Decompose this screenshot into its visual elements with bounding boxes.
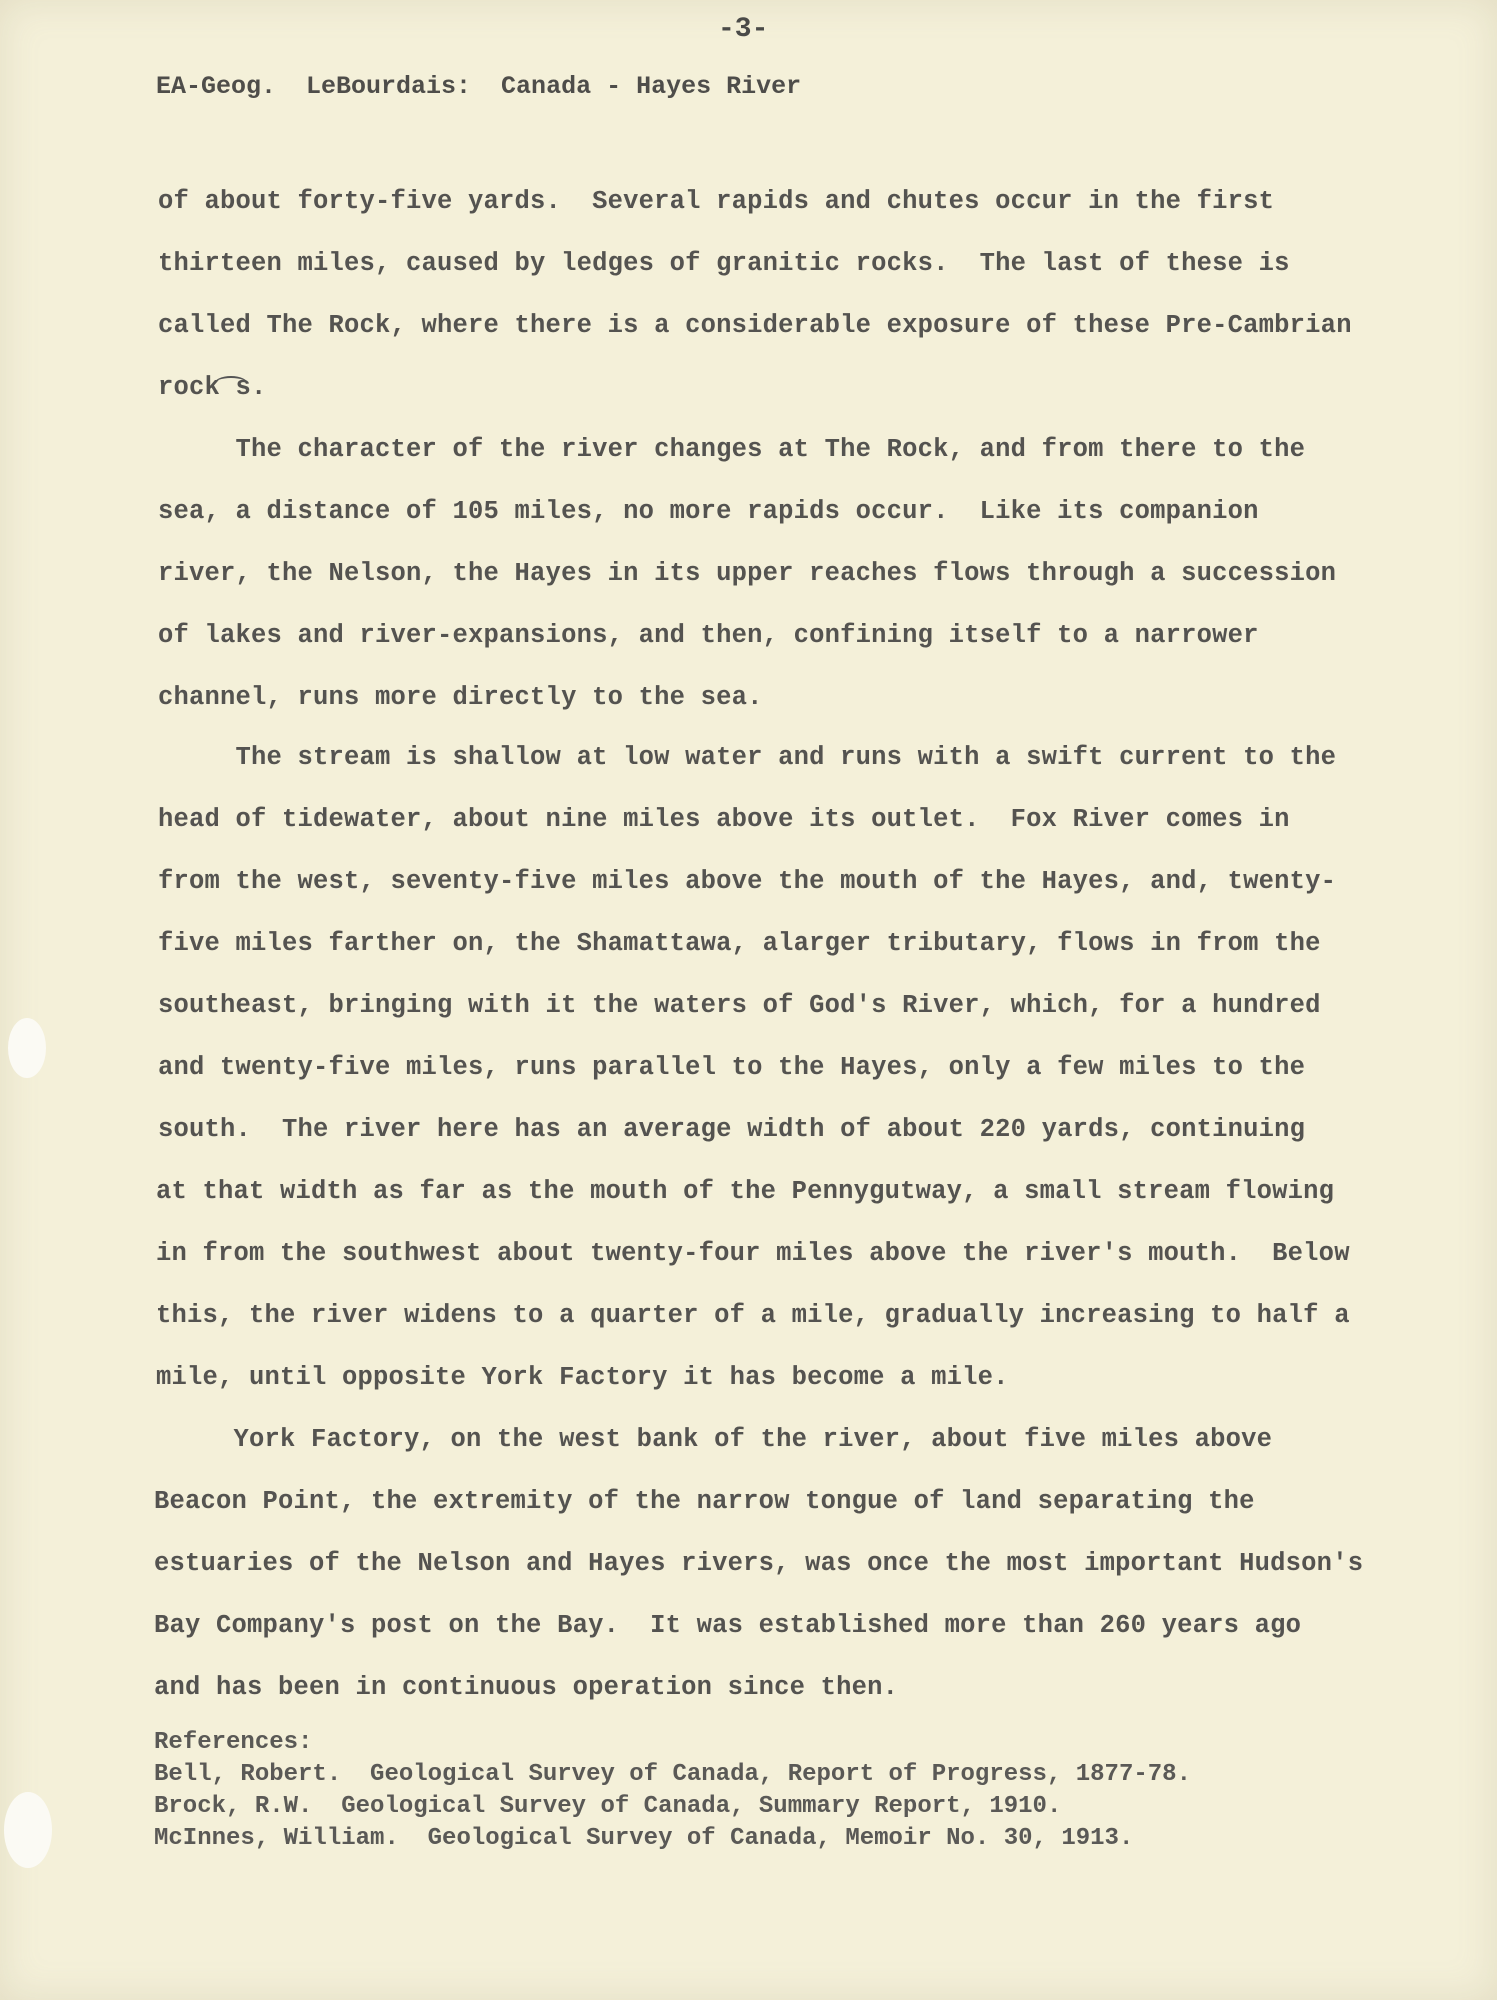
page-number: -3-	[718, 14, 769, 45]
body-line: estuaries of the Nelson and Hayes rivers, was once the most important Hudson's	[154, 1549, 1364, 1578]
document-header: EA-Geog. LeBourdais: Canada - Hayes River	[156, 72, 802, 101]
body-line: river, the Nelson, the Hayes in its upper reaches flows through a succession	[158, 559, 1337, 588]
body-line: rock s.	[158, 373, 267, 402]
body-line: in from the southwest about twenty-four miles above the river's mouth. Below	[156, 1239, 1350, 1268]
punch-hole	[8, 1018, 46, 1078]
body-line: called The Rock, where there is a considerable exposure of these Pre-Cambrian	[158, 311, 1352, 340]
body-line: mile, until opposite York Factory it has become a mile.	[156, 1363, 1009, 1392]
body-line: southeast, bringing with it the waters of God's River, which, for a hundred	[158, 991, 1321, 1020]
body-line: from the west, seventy-five miles above the mouth of the Hayes, and, twenty-	[158, 867, 1337, 896]
punch-hole	[4, 1792, 52, 1868]
body-line: Bay Company's post on the Bay. It was established more than 260 years ago	[154, 1611, 1302, 1640]
reference-item: McInnes, William. Geological Survey of Canada, Memoir No. 30, 1913.	[154, 1825, 1134, 1852]
body-line: head of tidewater, about nine miles above its outlet. Fox River comes in	[158, 805, 1290, 834]
body-line: at that width as far as the mouth of the Pennygutway, a small stream flowing	[156, 1177, 1335, 1206]
body-line: five miles farther on, the Shamattawa, alarger tributary, flows in from the	[158, 929, 1321, 958]
body-line: channel, runs more directly to the sea.	[158, 683, 763, 712]
body-line: and twenty-five miles, runs parallel to the Hayes, only a few miles to the	[158, 1053, 1306, 1082]
body-line: Beacon Point, the extremity of the narrow tongue of land separating the	[154, 1487, 1255, 1516]
body-line: this, the river widens to a quarter of a mile, gradually increasing to half a	[156, 1301, 1350, 1330]
body-line: The stream is shallow at low water and runs with a swift current to the	[158, 743, 1337, 772]
body-line: sea, a distance of 105 miles, no more rapids occur. Like its companion	[158, 497, 1259, 526]
body-line: south. The river here has an average width of about 220 yards, continuing	[158, 1115, 1306, 1144]
body-line: of about forty-five yards. Several rapids and chutes occur in the first	[158, 187, 1275, 216]
handwritten-insert-mark	[214, 376, 248, 392]
body-line: The character of the river changes at The Rock, and from there to the	[158, 435, 1306, 464]
reference-item: Brock, R.W. Geological Survey of Canada, Summary Report, 1910.	[154, 1793, 1062, 1820]
body-line: and has been in continuous operation since then.	[154, 1673, 899, 1702]
body-line: of lakes and river-expansions, and then, confining itself to a narrower	[158, 621, 1259, 650]
reference-item: Bell, Robert. Geological Survey of Canada, Report of Progress, 1877-78.	[154, 1761, 1191, 1788]
body-line: thirteen miles, caused by ledges of granitic rocks. The last of these is	[158, 249, 1290, 278]
body-line: York Factory, on the west bank of the river, about five miles above	[156, 1425, 1273, 1454]
references-heading: References:	[154, 1729, 313, 1756]
